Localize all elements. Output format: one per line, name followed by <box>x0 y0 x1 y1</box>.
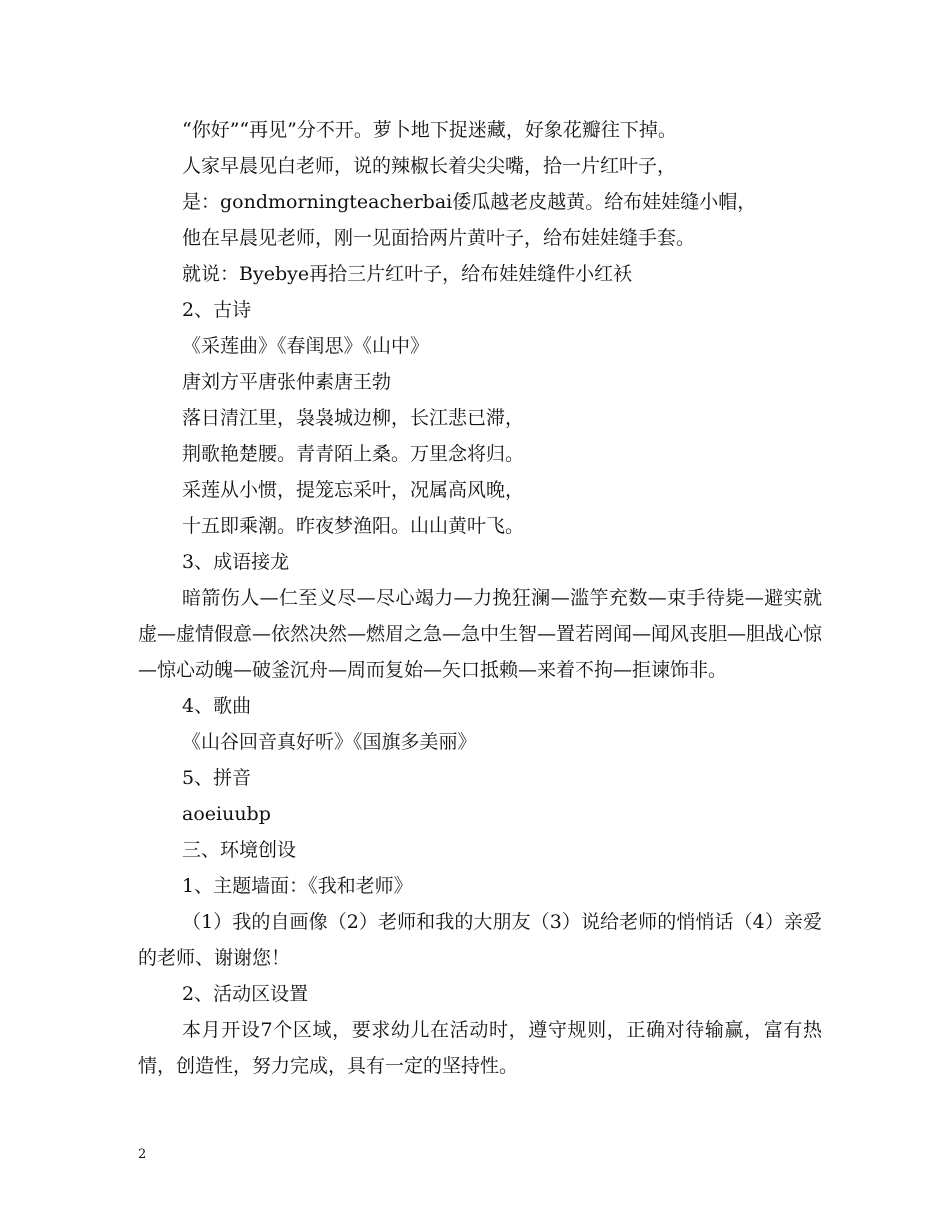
page-number: 2 <box>138 1147 147 1162</box>
pinyin-letters: aoeiuubp <box>182 803 271 825</box>
document-body <box>138 112 822 1084</box>
section-heading-idioms: 3、成语接龙 <box>182 551 290 573</box>
subheading-theme-wall: 1、主题墙面：《我和老师》 <box>182 875 413 897</box>
poem-authors: 唐刘方平唐张仲素唐王勃 <box>182 371 392 393</box>
section-heading-songs: 4、歌曲 <box>182 695 252 717</box>
section-heading-poems: 2、古诗 <box>182 299 252 321</box>
idiom-chain-paragraph: 暗箭伤人—仁至义尽—尽心竭力—力挽狂澜—滥竽充数—束手待毙—避实就虚—虚情假意—依然决然—燃眉之急—急中生智—置若罔闻—闻风丧胆—胆战心惊—惊心动魄—破釜沉舟—周而复始—矢口抵赖—来着不拘—拒谏饰非。 <box>138 587 823 681</box>
poem-titles: 《采莲曲》《春闺思》《山中》 <box>182 335 430 357</box>
text-line: 是：gondmorningteacherbai倭瓜越老皮越黄。给布娃娃缝小帽， <box>182 191 757 213</box>
section-heading-pinyin: 5、拼音 <box>182 767 252 789</box>
song-titles: 《山谷回音真好听》《国旗多美丽》 <box>182 731 477 753</box>
section-heading-environment: 三、环境创设 <box>182 839 297 861</box>
poem-line: 落日清江里，袅袅城边柳，长江悲已滞， <box>182 407 525 429</box>
activity-areas-paragraph: 本月开设7个区域，要求幼儿在活动时，遵守规则，正确对待输赢，富有热情，创造性，努力完成，具有一定的坚持性。 <box>138 1019 822 1077</box>
poem-line: 十五即乘潮。昨夜梦渔阳。山山黄叶飞。 <box>182 515 525 537</box>
poem-line: 荆歌艳楚腰。青青陌上桑。万里念将归。 <box>182 443 525 465</box>
text-line: 就说：Byebye再拾三片红叶子，给布娃娃缝件小红袄 <box>182 263 633 285</box>
text-line: 人家早晨见白老师，说的辣椒长着尖尖嘴，拾一片红叶子， <box>182 155 677 177</box>
subheading-activity-areas: 2、活动区设置 <box>182 983 309 1005</box>
theme-wall-paragraph: （1）我的自画像（2）老师和我的大朋友（3）说给老师的悄悄话（4）亲爱的老师、谢谢您！ <box>138 911 822 969</box>
poem-line: 采莲从小惯，提笼忘采叶，况属高风晚， <box>182 479 525 501</box>
text-line: 他在早晨见老师，刚一见面拾两片黄叶子，给布娃娃缝手套。 <box>182 227 696 249</box>
text-line: “你好”“再见”分不开。萝卜地下捉迷藏，好象花瓣往下掉。 <box>182 119 677 141</box>
